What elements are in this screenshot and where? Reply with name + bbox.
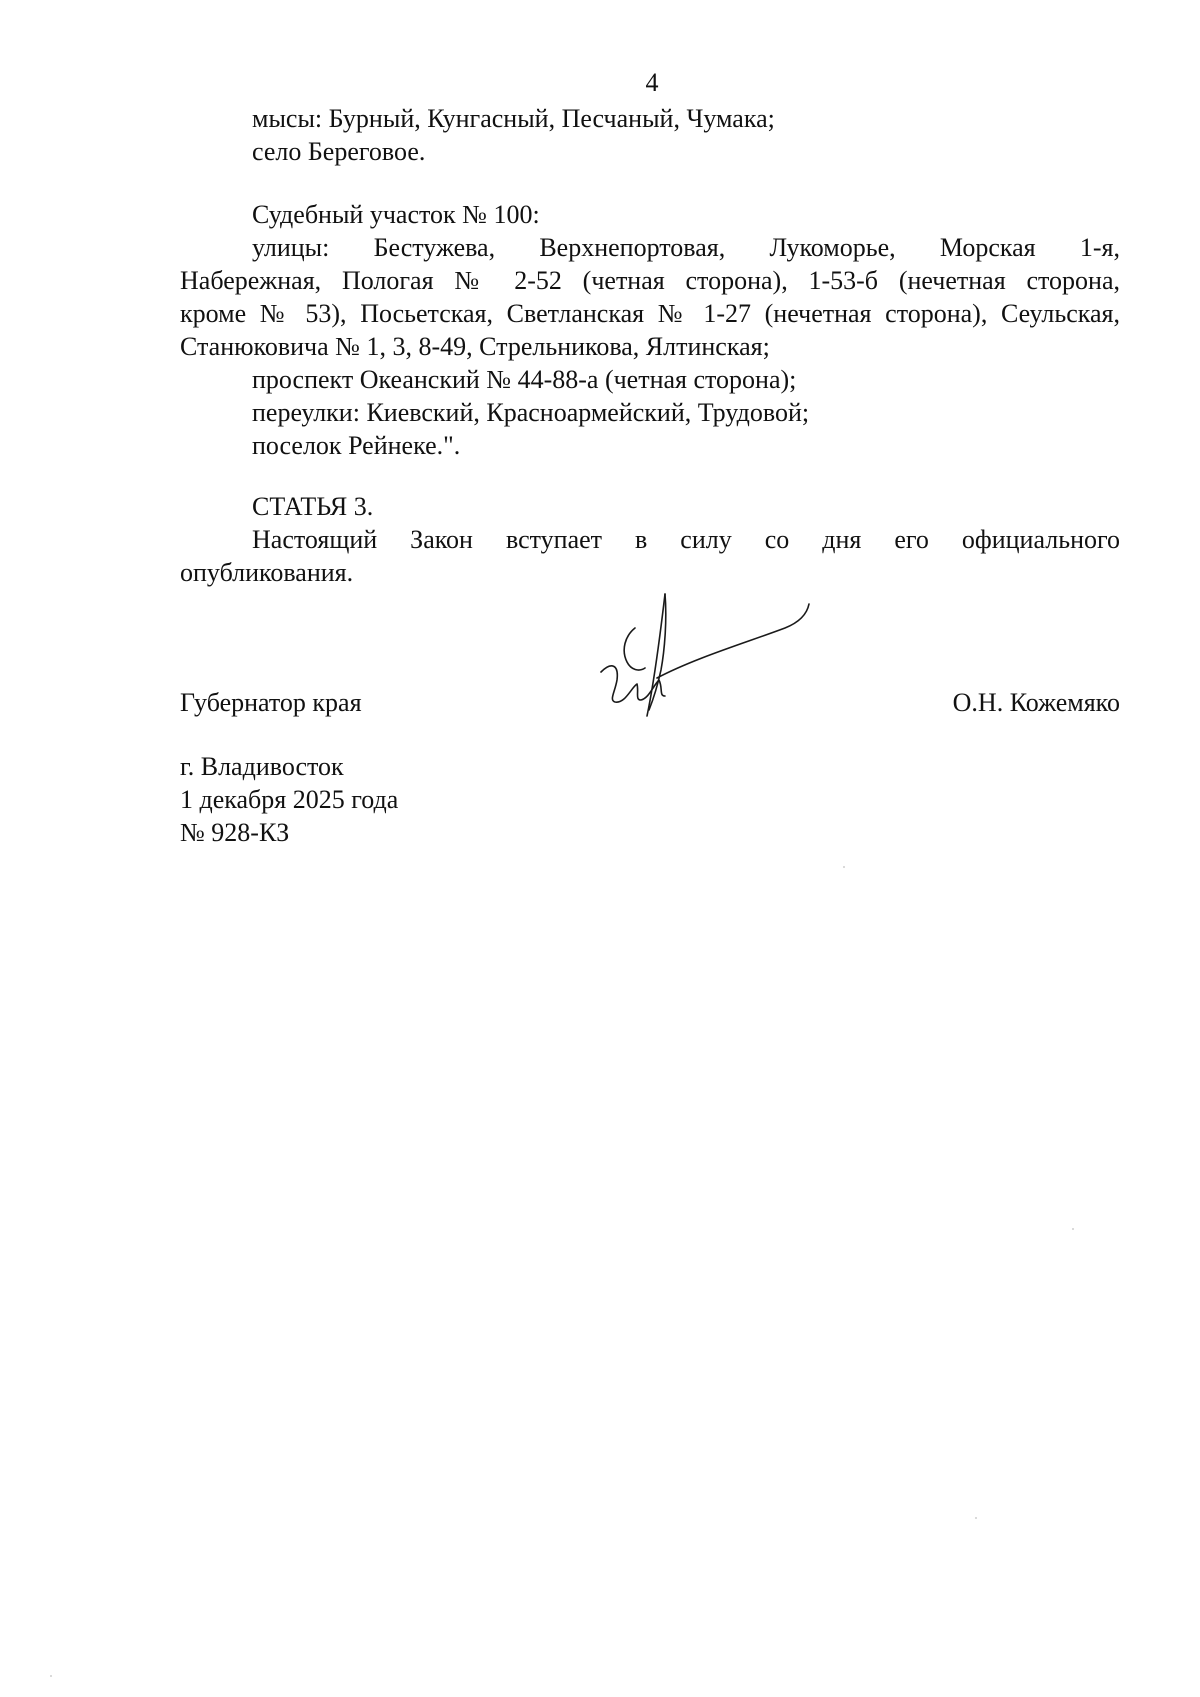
date-line: 1 декабря 2025 года: [180, 785, 399, 814]
article-3: [180, 490, 1120, 589]
scan-speck: [975, 1517, 977, 1519]
capes-line: мысы: Бурный, Кунгасный, Песчаный, Чумака;: [252, 104, 775, 133]
article-heading: СТАТЬЯ 3.: [252, 492, 374, 521]
scan-speck: [50, 1675, 52, 1677]
village-line: село Береговое.: [252, 137, 426, 166]
signature-row: [180, 686, 1120, 726]
place-date-number: [180, 750, 1120, 849]
streets-line: Набережная, Пологая № 2-52 (четная сторона), 1-53-б (нечетная сторона,: [180, 266, 1120, 295]
settlement-line: поселок Рейнеке.".: [252, 431, 461, 460]
streets-line: кроме № 53), Посьетская, Светланская № 1-27 (нечетная сторона), Сеульская,: [180, 299, 1120, 328]
governor-title: Губернатор края: [180, 688, 362, 717]
scan-speck: [843, 866, 845, 868]
city-line: г. Владивосток: [180, 752, 344, 781]
avenue-line: проспект Океанский № 44-88-а (четная сторона);: [252, 365, 797, 394]
law-number-line: № 928-КЗ: [180, 818, 290, 847]
scan-speck: [1072, 1228, 1074, 1230]
lanes-line: переулки: Киевский, Красноармейский, Трудовой;: [252, 398, 810, 427]
streets-first-line: улицы: Бестужева, Верхнепортовая, Лукоморье, Морская 1-я,: [252, 233, 1120, 262]
streets-line: Станюковича № 1, 3, 8-49, Стрельникова, Ялтинская;: [180, 332, 770, 361]
governor-name: О.Н. Кожемяко: [952, 688, 1120, 717]
court-section-heading: Судебный участок № 100:: [252, 200, 540, 229]
court-section: [180, 198, 1120, 462]
article-text-last-line: опубликования.: [180, 558, 354, 587]
article-text-first-line: Настоящий Закон вступает в силу со дня его официального: [252, 525, 1120, 554]
capes-and-village: [180, 102, 1120, 168]
page-number: 4: [645, 68, 659, 97]
